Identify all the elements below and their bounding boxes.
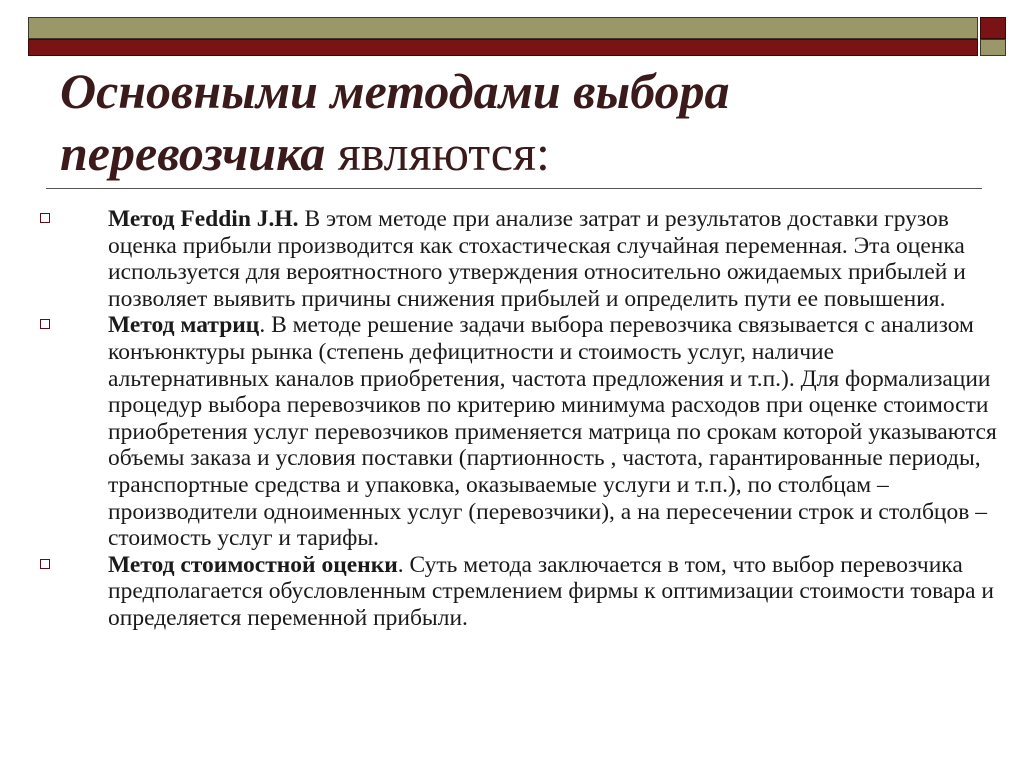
decorative-bar-olive bbox=[28, 17, 978, 39]
list-item bbox=[40, 312, 1000, 551]
title-line-2-bold: перевозчика bbox=[60, 125, 326, 181]
methods-list bbox=[40, 206, 1000, 632]
square-bullet-icon bbox=[40, 559, 50, 569]
list-item bbox=[40, 552, 1000, 632]
title-divider bbox=[46, 188, 982, 189]
slide-title bbox=[60, 60, 980, 184]
decorative-bar-maroon bbox=[28, 39, 978, 56]
method-description: . Суть метода заключается в том, что выбор перевозчика предполагается обусловленным стремлением фирмы к оптимизации стоимости товара и определяется переменной прибыли. bbox=[108, 551, 994, 631]
method-term: Метод матриц bbox=[108, 312, 260, 339]
title-line-1: Основными методами выбора bbox=[60, 63, 730, 119]
list-item bbox=[40, 206, 1000, 312]
method-term: Метод Feddin J.H. bbox=[108, 206, 299, 232]
decorative-square-olive bbox=[980, 39, 1006, 56]
method-description: В этом методе при анализе затрат и результатов доставки грузов оценка прибыли производится как стохастическая случайная переменная. Эта оценка используется для вероятностного утверждения относительно ожидаемых прибылей и позволяет выявить причины снижения прибылей и определить пути ее повышения. bbox=[108, 206, 966, 312]
title-line-2-rest: являются: bbox=[325, 125, 550, 181]
decorative-square-maroon bbox=[980, 17, 1006, 39]
square-bullet-icon bbox=[40, 319, 50, 329]
method-description: . В методе решение задачи выбора перевозчика связывается с анализом конъюнктуры рынка (степень дефицитности и стоимость услуг, наличие альтернативных каналов приобретения, частота предложения и т.п.). Для формализации процедур выбора перевозчиков по критерию минимума расходов при оценке стоимости приобретения услуг перевозчиков применяется матрица по срокам которой указываются объемы заказа и условия поставки (партионность , частота, гарантированные периоды, транспортные средства и упаковка, оказываемые услуги и т.п.), по столбцам – производители одноименных услуг (перевозчики), а на пересечении строк и столбцов – стоимость услуг и тарифы. bbox=[108, 312, 997, 552]
method-term: Метод стоимостной оценки bbox=[108, 551, 398, 578]
square-bullet-icon bbox=[40, 213, 50, 223]
